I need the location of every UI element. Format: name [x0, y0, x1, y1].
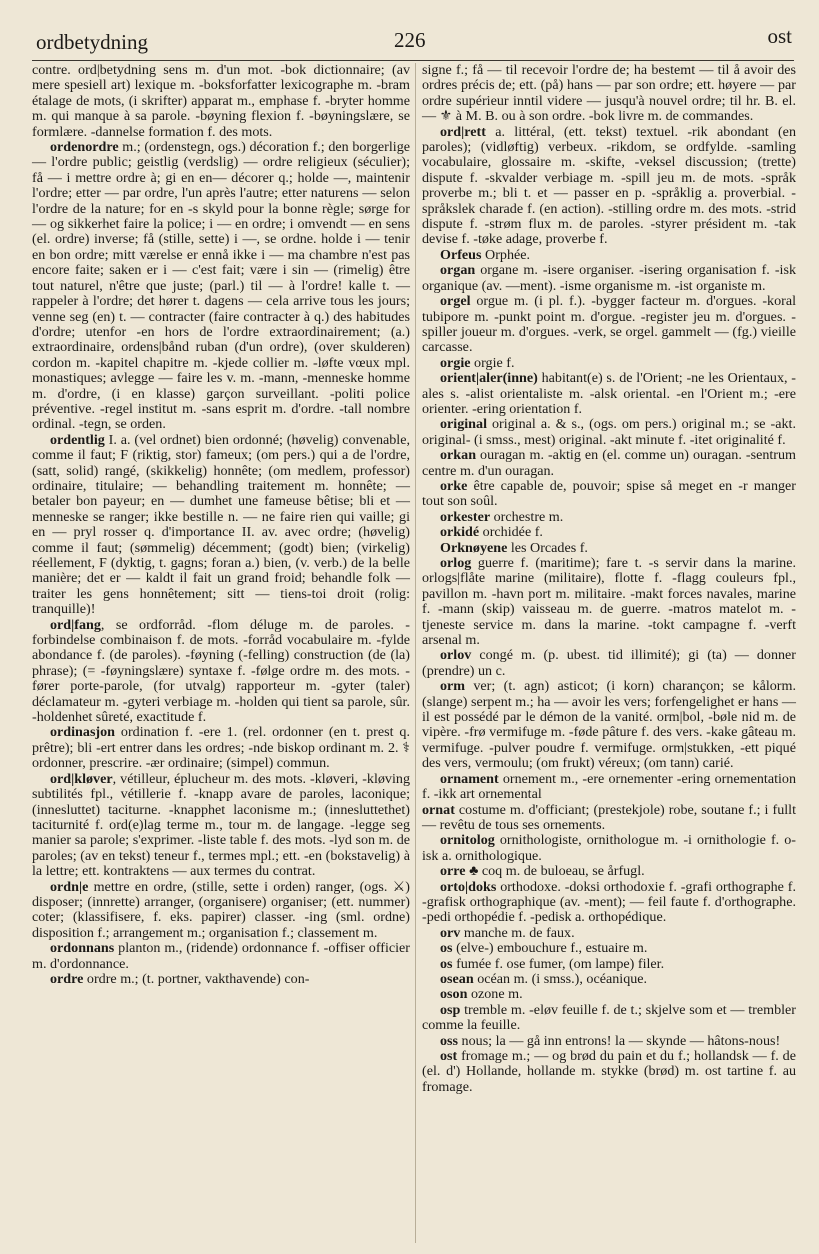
- entry-body: , se ordforråd. -flom déluge m. de paroles. -forbindelse combinaison f. de mots. -forråd vocabulaire m. -fylde abondance f. (de paroles). -føyning (-felling) construction (de (la) phrase); (= -føyningslære) syntaxe f. -følge ordre m. des mots. -fører porte-parole, (for utvalg) rapporteur m. -gyter (taler) déclamateur m. -gyteri verbiage m. -holden qui tient sa parole, sûr. -holdenhet sûreté, exactitude f.: [32, 616, 410, 726]
- entry-body: nous; la — gå inn entrons! la — skynde — hâtons-nous!: [458, 1032, 781, 1049]
- entry-body: a. littéral, (ett. tekst) textuel. -rik abondant (en paroles); (vidløftig) verbeux. -rikdom, se ordfylde. -samling vocabulaire, glossaire m. -skifte, -veksel discussion; (trette) dispute f. -skvalder verbiage m. -spill jeu m. de mots. -språk proverbe m.; bli t. et — passer en p. -språklig a. proverbial. -språkslek charade f. (en action). -stilling ordre m. des mots. -strid dispute f. -strøm flux m. de paroles. -styrer président m. -tak devise f. -tøke adage, proverbe f.: [422, 123, 796, 248]
- entry-headword: ost: [440, 1048, 458, 1064]
- entry-body: tremble m. -eløv feuille f. de t.; skjelve som et — trembler comme la feuille.: [422, 1001, 796, 1034]
- entry-headword: ord|kløver: [50, 770, 113, 787]
- entry-headword: orm: [440, 678, 466, 695]
- dictionary-entry: [422, 125, 796, 248]
- entry-headword: orgel: [440, 293, 471, 310]
- dictionary-entry: [422, 479, 796, 510]
- entry-body: ordre m.; (t. portner, vakthavende) con-: [83, 970, 310, 987]
- entry-headword: ornat: [422, 801, 455, 818]
- dictionary-entry: [422, 987, 796, 1002]
- dictionary-entry: [422, 803, 796, 834]
- entry-headword: organ: [440, 262, 476, 279]
- entry-headword: orlog: [440, 555, 472, 571]
- dictionary-entry: [32, 433, 410, 618]
- entry-body: fumée f. ose fumer, (om lampe) filer.: [452, 955, 665, 972]
- entry-body: orgue m. (i pl. f.). -bygger facteur m. d'orgues. -koral tubipore m. -punkt point m. d'orgue. -register jeu m. d'orgues. -spiller joueur m. d'orgues. -verk, se orgel. gammelt — (fg.) vieille carcasse.: [422, 293, 796, 356]
- dictionary-entry: [422, 556, 796, 648]
- entry-headword: orke: [440, 477, 468, 494]
- left-column: [32, 63, 410, 987]
- dictionary-entry: [32, 880, 410, 942]
- entry-body: (elve-) embouchure f., estuaire m.: [452, 940, 648, 957]
- entry-headword: orlov: [440, 647, 472, 664]
- entry-body: planton m., (ridende) ordonnance f. -offiser officier m. d'ordonnance.: [32, 940, 410, 972]
- entry-headword: orkidé: [440, 524, 480, 541]
- entry-body: ordination f. -ere 1. (rel. ordonner (en t. prest q. prêtre); bli -ert entrer dans les ordres; -nde biskop ordinant m. 2. ⚕ ordonner, prescrire. -ær ordinaire; (simpel) commun.: [32, 724, 410, 772]
- dictionary-entry: [422, 510, 796, 525]
- page-number: 226: [394, 28, 426, 52]
- entry-headword: ord|fang: [50, 616, 101, 633]
- dictionary-entry: [422, 356, 796, 371]
- entry-body: guerre f. (maritime); fare t. -s servir dans la marine. orlogs|flåte marine (militaire), flotte f. -flagg couleurs fpl., pavillon m. -havn port m. militaire. -makt forces navales, marine f. -mann (skip) vaisseau m. de guerre. -matros matelot m. -tjeneste service m. dans la marine. -tokt campagne f. -verft arsenal m.: [422, 555, 796, 649]
- dictionary-entry: [32, 140, 410, 433]
- entry-body: ouragan m. -aktig en (el. comme un) ouragan. -sentrum centre m. d'un ouragan.: [422, 447, 796, 479]
- entry-headword: orre: [440, 863, 466, 880]
- entry-body: fromage m.; — og brød du pain et du f.; hollandsk — f. de (el. d') Hollande, hollande m. stykke (brød) m. ost tartine f. au fromage.: [422, 1048, 796, 1095]
- entry-body: habitant(e) s. de l'Orient; -ne les Orientaux, -ales s. -alist orientaliste m. -alsk oriental. -en l'Orient m.; -ere orienter. -ering orientation f.: [422, 370, 796, 417]
- entry-body: orchidée f.: [479, 524, 543, 541]
- dictionary-entry: [422, 957, 796, 972]
- entry-body: manche m. de faux.: [460, 924, 575, 941]
- entry-headword: Orfeus: [440, 246, 482, 263]
- dictionary-entry: [422, 525, 796, 540]
- dictionary-entry: [422, 371, 796, 417]
- entry-body: ornithologiste, ornithologue m. -i ornithologie f. o-isk a. ornithologique.: [422, 832, 796, 864]
- entry-headword: os: [440, 940, 453, 957]
- entry-body: ozone m.: [467, 986, 523, 1003]
- entry-body: Orphée.: [481, 246, 531, 263]
- dictionary-entry: [32, 725, 410, 771]
- entry-body: les Orcades f.: [507, 539, 588, 556]
- dictionary-entry: [32, 618, 410, 726]
- dictionary-entry: [422, 648, 796, 679]
- entry-body: ♣ coq m. de buloeau, se årfugl.: [465, 863, 645, 880]
- entry-headword: ordn|e: [50, 878, 89, 895]
- entry-headword: orgie: [440, 354, 471, 371]
- entry-body: costume m. d'officiant; (prestekjole) robe, soutane f.; i fullt — revêtu de tous ses ornements.: [422, 801, 796, 833]
- entry-headword: orkan: [440, 447, 477, 464]
- entry-headword: osean: [440, 970, 474, 987]
- entry-headword: os: [440, 955, 453, 972]
- dictionary-entry: [422, 864, 796, 879]
- entry-headword: orkester: [440, 508, 491, 525]
- dictionary-entry: [422, 926, 796, 941]
- entry-headword: ordenordre: [50, 139, 119, 156]
- dictionary-entry: [422, 294, 796, 356]
- entry-headword: ordonnans: [50, 940, 115, 957]
- entry-body: , vétilleur, éplucheur m. des mots. -kløveri, -kløving subtilités fpl., vétillerie f. -knapp avare de paroles, laconique; (innesluttet) taciturne. -knapphet laconisme m.; (innesluttethet) taciturnité f. ord(e)lag terme m., tour m. de langage. -legge seg manier sa parole; s'exprimer. -liste table f. des mots. -lyd son m. de paroles; (av en tekst) teneur f., termes mpl.; ett. -en (bokstavelig) à la lettre; ett. kontraktens — aux termes du contrat.: [32, 770, 410, 880]
- entry-body: mettre en ordre, (stille, sette i orden) ranger, (ogs. ⚔) disposer; (innrette) arranger, (organisere) organiser; (ett. nummer) coter; (klassifisere, f. eks. papirer) classer. -ing (sml. ordne) disposition f.; arrangement m.; organisation f.; classement m.: [32, 878, 410, 941]
- entry-headword: oson: [440, 986, 468, 1003]
- dictionary-entry: [422, 417, 796, 448]
- dictionary-entry: [32, 972, 410, 987]
- entry-body: ver; (t. agn) asticot; (i korn) charançon; se kålorm. (slange) serpent m.; ha — avoir les vers; forfengelighet er hans — il est possédé par le démon de la vanité. orm|bol, -bøle nid m. de vipère. -frø vermifuge m. -føde pâture f. des vers. -kake gâteau m. vermifuge. -pulver poudre f. vermifuge. orm|stukken, -ett piqué des vers, vermoulu; (om frukt) véreux; (om tann) carié.: [422, 678, 796, 772]
- dictionary-entry: [422, 63, 796, 125]
- entry-body: orchestre m.: [490, 508, 564, 525]
- right-column: [422, 63, 796, 1095]
- entry-body: original a. & s., (ogs. om pers.) original m.; se -akt. original- (i smss., mest) original. -akt minute f. -itet originalité f.: [422, 416, 796, 448]
- dictionary-entry: [422, 880, 796, 926]
- page-header: [32, 22, 792, 62]
- entry-headword: oss: [440, 1032, 459, 1049]
- dictionary-entry: [422, 448, 796, 479]
- entry-headword: original: [440, 416, 487, 433]
- dictionary-entry: [422, 248, 796, 263]
- dictionary-entry: [422, 1049, 796, 1095]
- column-divider: [415, 63, 416, 1243]
- dictionary-entry: [422, 263, 796, 294]
- entry-headword: orient|aler(inne): [440, 370, 538, 387]
- entry-body: m.; (ordenstegn, ogs.) décoration f.; den borgerlige — l'ordre public; geistlig (verdslig) — ordre religieux (séculier); få — i mettre ordre à; gi en en— décorer q.; holde —, maintenir l'ordre; etter — par ordre, l'un après l'autre; etter naturens — selon l'ordre de la nature; for en -s skyld pour la bonne règle; sørge for — og sikkerhet faire la police; i — en ordre; i omvendt — en sens (el. ordre) inverse; få (stille, sette) i —, se ordne. holde i — tenir en bon ordre; mitt værelse er ennå ikke i — ma chambre n'est pas encore faite; saken er i — c'est fait; være i sin — (rimelig) être tout naturel, n'être que juste; (parl.) til — à l'ordre! kalle t. — rappeler à l'ordre; det hører t. dagens — cela arrive tous les jours; venne seg (en) t. — contracter (faire contracter à q.) des habitudes d'ordre; utenfor -en hors de l'ordre extraordinairement; (a.) extraordinaire, ordens|bånd ruban (d'un ordre), (over skulderen) cordon m. -kapitel chapitre m. -kjede collier m. -løfte vœux mpl. monastiques; avlegge — faire les v. m. -mann, -menneske homme m. d'ordre, (i en klasse) garçon surveillant. -politi police préventive. -regel institut m. -sans esprit m. d'ordre. -tall nombre ordinal. -tegn, se orden.: [32, 139, 410, 433]
- entry-headword: ordentlig: [50, 431, 105, 448]
- entry-headword: ornament: [440, 770, 499, 787]
- entry-headword: ordinasjon: [50, 724, 116, 741]
- entry-body: être capable de, pouvoir; spise så meget en -r manger tout son soûl.: [422, 477, 796, 510]
- dictionary-entry: [422, 833, 796, 864]
- dictionary-entry: [422, 679, 796, 771]
- entry-headword: osp: [440, 1001, 461, 1018]
- entry-headword: orv: [440, 924, 461, 941]
- dictionary-entry: [422, 772, 796, 803]
- running-head-right: ost: [767, 24, 792, 48]
- entry-body: orgie f.: [470, 354, 515, 371]
- entry-headword: ordre: [50, 970, 84, 987]
- dictionary-entry: [422, 1034, 796, 1049]
- entry-body: ornement m., -ere ornementer -ering ornementation f. -ikk art ornemental: [422, 770, 796, 803]
- running-head-left: ordbetydning: [36, 30, 148, 54]
- entry-headword: ornitolog: [440, 832, 495, 849]
- entry-headword: ord|rett: [440, 123, 486, 140]
- entry-body: orthodoxe. -doksi orthodoxie f. -grafi orthographe f. -grafisk orthographique (av. -ment); — feil faute f. d'orthographe. -pedi orthopédie f. -pedisk a. orthopédique.: [422, 878, 796, 926]
- dictionary-entry: [32, 772, 410, 880]
- header-rule: [32, 60, 794, 61]
- dictionary-entry: [422, 941, 796, 956]
- entry-body: signe f.; få — til recevoir l'ordre de; ha bestemt — til å avoir des ordres précis de; ett. (på) hans — par son ordre; ett. høyere — par ordre supérieur inntil videre — jusqu'à nouvel ordre; til hr. B. el. — ⚜ à M. B. ou à son ordre. -bok livre m. de commandes.: [422, 62, 796, 125]
- entry-body: océan m. (i smss.), océanique.: [473, 970, 648, 987]
- dictionary-entry: [32, 941, 410, 972]
- entry-body: I. a. (vel ordnet) bien ordonné; (høvelig) convenable, comme il faut; F (riktig, stor) fameux; (om pers.) qui a de l'ordre, (satt, solid) rangé, (skikkelig) honnête; (om medlem, professor) ordinaire, titulaire; — behandling traitement m. honnête; — betaler bon payeur; en — dumhet une fameuse bêtise; bli et — menneske se ranger; ikke bestille n. — ne faire rien qui vaille; gi en — pryl rosser q. d'importance II. av. avec ordre; (høvelig) comme il faut; (sømmelig) décemment; (godt) bien; (virkelig) réellement, F (dyktig, t. gagns; foran a.) bien, (v. verb.) de la belle manière; det er — kaldt il fait un grand froid; behandle folk — traiter les gens honnêtement; sitt — tiens-toi droit (rolig: tranquille)!: [32, 431, 410, 618]
- dictionary-entry: [422, 1003, 796, 1034]
- entry-body: congé m. (p. ubest. tid illimité); gi (ta) — donner (prendre) un c.: [422, 647, 796, 679]
- dictionary-entry: [32, 63, 410, 140]
- entry-headword: orto|doks: [440, 878, 497, 895]
- dictionary-entry: [422, 541, 796, 556]
- entry-body: contre. ord|betydning sens m. d'un mot. -bok dictionnaire; (av mere spesiell art) lexique m. -boksforfatter lexicographe m. -bram étalage de mots, (i skrifter) apparat m., emphase f. -bryter homme m. qui manque à sa parole. -bøyning flexion f. -bøyningslære, se formlære. -dannelse formation f. des mots.: [32, 62, 410, 140]
- entry-headword: Orknøyene: [440, 539, 508, 556]
- dictionary-entry: [422, 972, 796, 987]
- entry-body: organe m. -isere organiser. -isering organisation f. -isk organique (av. —ment). -isme organisme m. -ist organiste m.: [422, 262, 796, 294]
